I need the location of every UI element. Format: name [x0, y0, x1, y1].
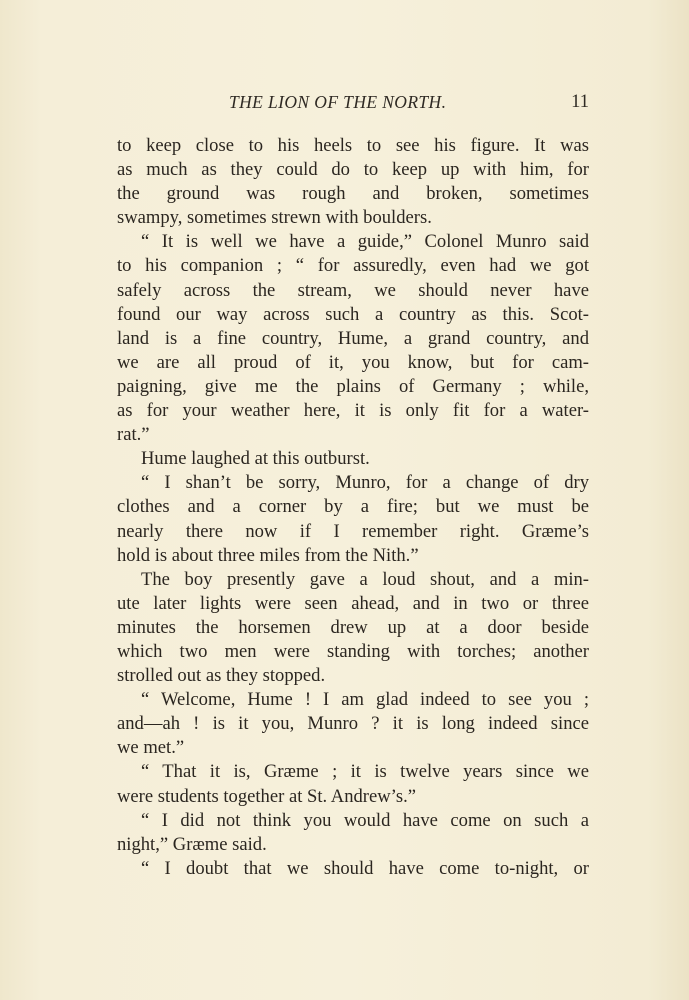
text-line: rat.”: [117, 424, 150, 446]
text-line: found our way across such a country as this. Scot-: [117, 303, 589, 325]
running-title: THE LION OF THE NORTH.: [229, 92, 447, 112]
text-line: the ground was rough and broken, sometimes: [117, 183, 589, 205]
text-line: Hume laughed at this outburst.: [141, 448, 370, 470]
text-line: as much as they could do to keep up with him, for: [117, 159, 589, 181]
text-line: were students together at St. Andrew’s.”: [117, 785, 416, 807]
text-line: The boy presently gave a loud shout, and a min-: [141, 568, 589, 590]
text-line: strolled out as they stopped.: [117, 665, 326, 687]
text-line: safely across the stream, we should never have: [117, 279, 589, 301]
text-line: to his companion ; “ for assuredly, even had we got: [117, 255, 589, 277]
page-number: 11: [571, 92, 589, 112]
text-line: “ That it is, Græme ; it is twelve years since we: [141, 761, 589, 783]
text-line: to keep close to his heels to see his figure. It was: [117, 135, 589, 156]
text-line: “ Welcome, Hume ! I am glad indeed to see you ;: [141, 689, 589, 711]
text-line: paigning, give me the plains of Germany ; while,: [117, 375, 589, 397]
text-line: “ I shan’t be sorry, Munro, for a change of dry: [141, 472, 589, 494]
text-line: “ I did not think you would have come on such a: [141, 809, 589, 831]
text-line: land is a fine country, Hume, a grand country, and: [117, 327, 589, 349]
text-line: we are all proud of it, you know, but for cam-: [117, 351, 589, 373]
text-line: clothes and a corner by a fire; but we must be: [117, 496, 589, 518]
text-line: ute later lights were seen ahead, and in two or three: [117, 592, 589, 614]
body-text: [117, 134, 589, 881]
text-line: and—ah ! is it you, Munro ? it is long indeed since: [117, 713, 589, 735]
text-line: we met.”: [117, 737, 185, 759]
text-line: swampy, sometimes strewn with boulders.: [117, 207, 432, 229]
text-line: minutes the horsemen drew up at a door beside: [117, 616, 589, 638]
text-line: hold is about three miles from the Nith.”: [117, 544, 419, 566]
text-line: which two men were standing with torches; another: [117, 640, 589, 662]
text-line: “ It is well we have a guide,” Colonel Munro said: [141, 231, 589, 253]
text-line: night,” Græme said.: [117, 833, 267, 855]
text-line: as for your weather here, it is only fit for a water-: [117, 400, 589, 422]
running-head: [117, 92, 589, 116]
text-line: nearly there now if I remember right. Græme’s: [117, 520, 589, 542]
text-line: “ I doubt that we should have come to-night, or: [141, 857, 589, 879]
